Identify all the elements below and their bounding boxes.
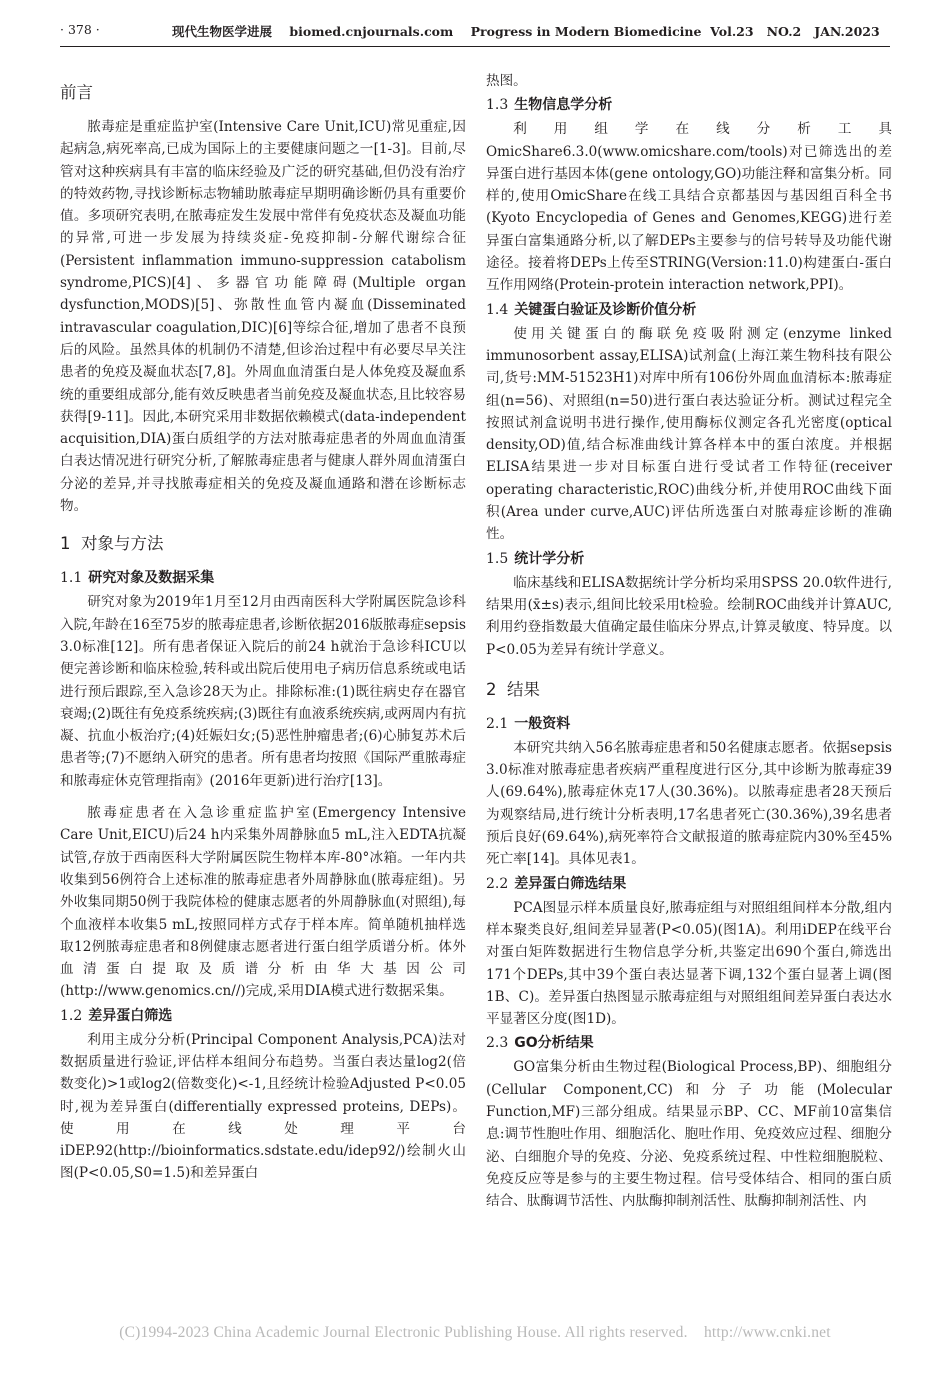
subsection-number: 2.3 — [486, 1035, 509, 1052]
copyright-footer: (C)1994-2023 China Academic Journal Electronic Publishing House. All rights reserved. http://www.cnki.net — [119, 1324, 831, 1341]
subsection-number: 1.4 — [486, 301, 509, 318]
subsection-title: 关键蛋白验证及诊断价值分析 — [514, 301, 697, 318]
section-1-heading: 1 对象与方法 — [60, 534, 164, 554]
subsection-2-3-heading — [486, 1032, 892, 1054]
subsection-number: 1.1 — [60, 570, 83, 587]
preface-paragraph: 脓毒症是重症监护室(Intensive Care Unit,ICU)常见重症,因起病急,病死率高,已成为国际上的主要健康问题之一[1-3]。目前,尽管对这种疾病具有丰富的临床经验及广泛的研究基础,但仍没有治疗的特效药物,寻找诊断标志物辅助脓毒症早期明确诊断仍具有重要价值。多项研究表明,在脓毒症发生发展中常伴有免疫状态及凝血功能的异常,可进一步发展为持续炎症-免疫抑制-分解代谢综合征(Persistent inflammation immuno-suppression catabolism syndrome,PICS)[4]、多器官功能障碍(Multiple organ dysfunction,MODS)[5]、弥散性血管内凝血(Disseminated intravascular coagulation,DIC)[6]等综合征,增加了患者不良预后的风险。虽然具体的机制仍不清楚,但诊治过程中有必要尽早关注患者的免疫及凝血状态[7,8]。外周血血清蛋白是人体免疫及凝血系统的重要组成部分,能有效反映患者当前免疫及凝血状态,且比较容易获得[9-11]。因此,本研究采用非数据依赖模式(data-independent acquisition,DIA)蛋白质组学的方法对脓毒症患者的外周血血清蛋白表达情况进行研究分析,了解脓毒症患者与健康人群外周血清蛋白分泌的差异,并寻找脓毒症相关的免疫及凝血通路和潜在诊断标志物。 — [60, 119, 466, 515]
subsection-1-2-paragraph-1: 利用主成分分析(Principal Component Analysis,PCA)法对数据质量进行验证,评估样本组间分布趋势。当蛋白表达量log2(倍数变化)>1或log2(倍数变化)<-1,且经统计检验Adjusted P<0.05时,视为差异蛋白(differentially expressed proteins, DEPs)。使用在线处理平台iDEP.92(http://bioinformatics.sdstate.edu/idep92/)绘制火山图(P<0.05,S0=1.5)和差异蛋白 — [60, 1031, 466, 1182]
header-rule — [60, 46, 890, 47]
subsection-1-4-heading — [486, 299, 892, 321]
preface-heading: 前言 — [60, 83, 93, 102]
subsection-1-5-paragraph-1: 临床基线和ELISA数据统计学分析均采用SPSS 20.0软件进行,结果用(x̄±s)表示,组间比较采用t检验。绘制ROC曲线并计算AUC,利用约登指数最大值确定最佳临床分界点,计算灵敏度、特异度。以P<0.05为差异有统计学意义。 — [486, 574, 892, 658]
subsection-title: 一般资料 — [514, 715, 571, 732]
subsection-1-3-paragraph-1: 利用组学在线分析工具OmicShare6.3.0(www.omicshare.com/tools)对已筛选出的差异蛋白进行基因本体(gene ontology,GO)功能注释和富集分析。同样的,使用OmicShare在线工具结合京都基因与基因组百科全书(Kyoto Encyclopedia of Genes and Genomes,KEGG)进行差异蛋白富集通路分析,以了解DEPs主要参与的信号转导及功能代谢途径。接着将DEPs上传至STRING(Version:11.0)构建蛋白-蛋白互作用网络(Protein-protein interaction network,PPI)。 — [486, 121, 892, 294]
subsection-title: 研究对象及数据采集 — [88, 570, 215, 587]
subsection-1-5-heading — [486, 548, 892, 570]
subsection-1-1-paragraph-2: 脓毒症患者在入急诊重症监护室(Emergency Intensive Care Unit,EICU)后24 h内采集外周静脉血5 mL,注入EDTA抗凝试管,存放于西南医科大学附属医院生物样本库-80°冰箱。一年内共收集到56例符合上述标准的脓毒症患者外周静脉血(脓毒症组)。另外收集同期50例于我院体检的健康志愿者的外周静脉血(对照组),每个血液样本收集5 mL,按照同样方式存于样本库。简单随机抽样选取12例脓毒症患者和8例健康志愿者进行蛋白组学质谱分析。体外血清蛋白提取及质谱分析由华大基因公司(http://www.genomics.cn//)完成,采用DIA模式进行数据采集。 — [60, 805, 466, 1000]
journal-header-text: 现代生物医学进展 biomed.cnjournals.com Progress in Modern Biomedicine Vol.23 NO.2 JAN.2023 — [172, 24, 880, 39]
subsection-number: 2.2 — [486, 875, 509, 892]
subsection-1-4-paragraph-1: 使用关键蛋白的酶联免疫吸附测定(enzyme linked immunosorbent assay,ELISA)试剂盒(上海江莱生物科技有限公司,货号:MM-51523H1)对库中所有106份外周血血清标本:脓毒症组(n=56)、对照组(n=50)进行蛋白表达验证分析。测试过程完全按照试剂盒说明书进行操作,使用酶标仪测定各孔光密度(optical density,OD)值,结合标准曲线计算各样本中的蛋白浓度。并根据ELISA结果进一步对目标蛋白进行受试者工作特征(receiver operating characteristic,ROC)曲线分析,并使用ROC曲线下面积(Area under curve,AUC)评估所选蛋白对脓毒症诊断的准确性。 — [486, 325, 892, 543]
left-column — [60, 66, 466, 1185]
subsection-title: 差异蛋白筛选结果 — [514, 875, 627, 892]
subsection-2-1-heading — [486, 713, 892, 735]
subsection-1-1-paragraph-1: 研究对象为2019年1月至12月由西南医科大学附属医院急诊科入院,年龄在16至75岁的脓毒症患者,诊断依据2016版脓毒症sepsis 3.0标准[12]。所有患者保证入院后的前24 h就治于急诊科ICU以便完善诊断和临床检验,转科或出院后使用电子病历信息系统或电话进行预后跟踪,至入急诊28天为止。排除标准:(1)既往病史存在器官衰竭;(2)既往有免疫系统疾病;(3)既往有血液系统疾病,或两周内有抗凝、抗血小板治疗;(4)妊娠妇女;(5)恶性肿瘤患者;(6)心肺复苏术后患者等;(7)不愿纳入研究的患者。所有患者均按照《国际严重脓毒症和脓毒症休克管理指南》(2016年更新)进行治疗[13]。 — [60, 594, 466, 789]
section-2-heading: 2 结果 — [486, 679, 540, 699]
right-column — [486, 66, 892, 1212]
running-header — [60, 22, 890, 44]
subsection-1-1-heading — [60, 567, 466, 589]
subsection-number: 1.3 — [486, 97, 509, 114]
subsection-number: 2.1 — [486, 715, 509, 732]
subsection-2-3-paragraph-1: GO富集分析由生物过程(Biological Process,BP)、细胞组分(Cellular Component,CC)和分子功能(Molecular Function,MF)三部分组成。结果显示BP、CC、MF前10富集信息:调节性胞吐作用、细胞活化、胞吐作用、免疫效应过程、细胞分泌、白细胞介导的免疫、分泌、免疫系统过程、中性粒细胞脱粒、免疫反应等是参与的主要生物过程。信号受体结合、相同的蛋白质结合、肽酶调节活性、内肽酶抑制剂活性、肽酶抑制剂活性、内 — [486, 1059, 892, 1210]
subsection-1-3-heading — [486, 94, 892, 116]
page-number: · 378 · — [60, 22, 100, 37]
subsection-number: 1.2 — [60, 1007, 83, 1024]
subsection-title: 差异蛋白筛选 — [88, 1007, 173, 1024]
subsection-1-2-heading — [60, 1005, 466, 1027]
subsection-2-2-heading — [486, 873, 892, 895]
subsection-title: GO分析结果 — [514, 1035, 594, 1052]
subsection-2-1-paragraph-1: 本研究共纳入56名脓毒症患者和50名健康志愿者。依据sepsis 3.0标准对脓毒症患者疾病严重程度进行区分,其中诊断为脓毒症39人(69.64%),脓毒症休克17人(30.36%)。以脓毒症患者28天预后为观察结局,进行统计分析表明,17名患者死亡(30.36%),39名患者预后良好(69.64%),病死率符合文献报道的脓毒症院内30%至45%死亡率[14]。具体见表1。 — [486, 739, 892, 868]
subsection-2-2-paragraph-1: PCA图显示样本质量良好,脓毒症组与对照组组间样本分散,组内样本聚类良好,组间差异显著(P<0.05)(图1A)。利用iDEP在线平台对蛋白矩阵数据进行生物信息学分析,共鉴定出690个蛋白,筛选出171个DEPs,其中39个蛋白表达显著下调,132个蛋白显著上调(图1B、C)。差异蛋白热图显示脓毒症组与对照组组间差异蛋白表达水平显著区分度(图1D)。 — [486, 899, 892, 1028]
subsection-title: 生物信息学分析 — [514, 97, 613, 114]
subsection-title: 统计学分析 — [514, 550, 585, 567]
continued-text: 热图。 — [486, 73, 527, 89]
subsection-number: 1.5 — [486, 550, 509, 567]
